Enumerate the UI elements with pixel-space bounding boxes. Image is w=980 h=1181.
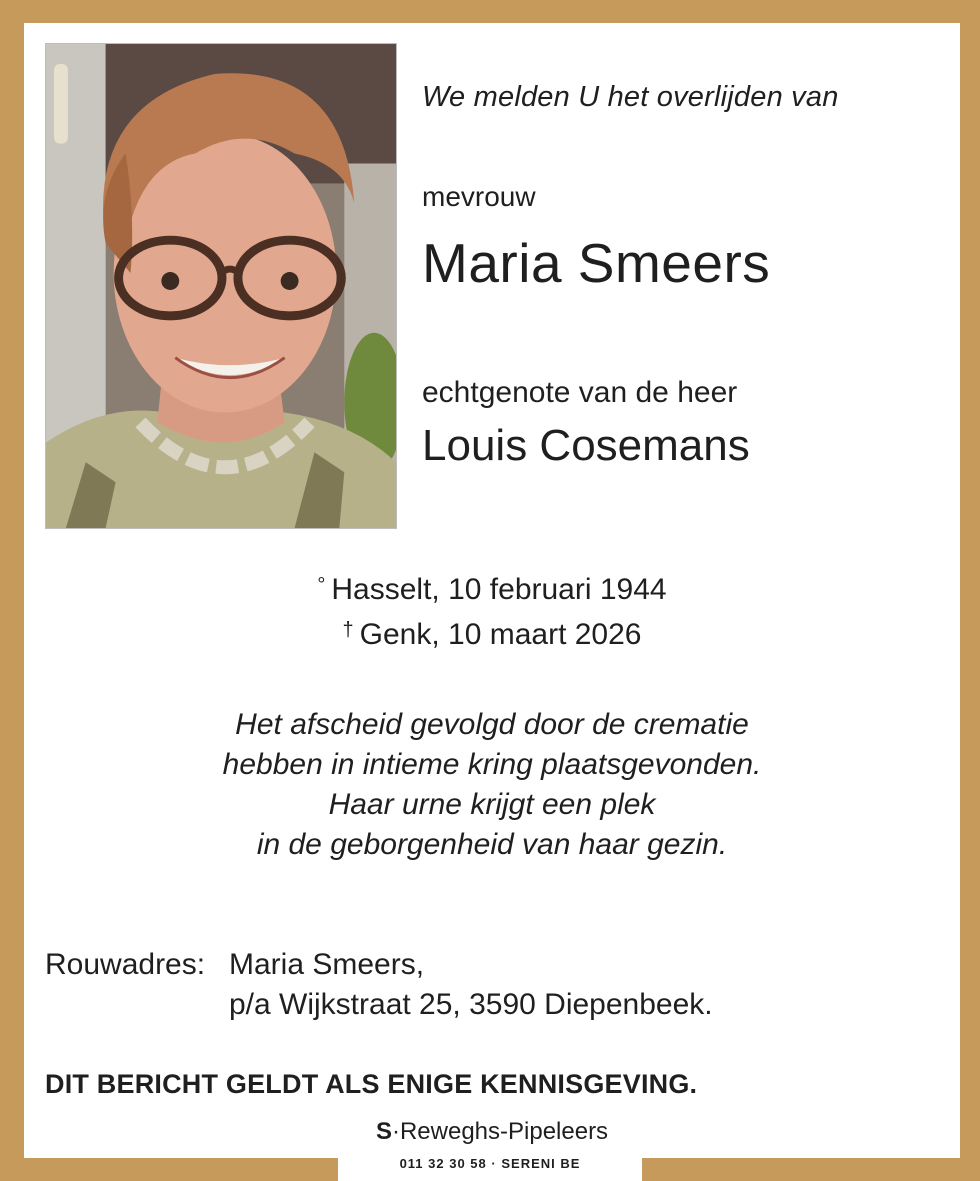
title-prefix: mevrouw: [422, 181, 536, 212]
portrait-image: [46, 44, 396, 528]
funeral-home-logo: S: [375, 1118, 392, 1145]
obituary-card: [24, 23, 960, 1158]
birth-date: Hasselt, 10 februari 1944: [331, 573, 667, 606]
address-label: Rouwadres:: [45, 948, 206, 981]
spouse-name: Louis Cosemans: [422, 421, 750, 470]
contact-separator: ·: [491, 1156, 497, 1171]
message-line: Haar urne krijgt een plek: [328, 788, 656, 821]
address-line-2: p/a Wijkstraat 25, 3590 Diepenbeek.: [229, 988, 713, 1021]
message-line: hebben in intieme kring plaatsgevonden.: [222, 748, 762, 781]
death-symbol: †: [342, 619, 354, 641]
death-line: [24, 610, 960, 655]
spouse-intro: echtgenote van de heer: [422, 376, 738, 409]
message-line: Het afscheid gevolgd door de crematie: [235, 708, 749, 741]
birth-line: [24, 565, 960, 610]
birth-symbol: °: [317, 574, 326, 596]
phone-number: 011 32 30 58: [399, 1156, 487, 1171]
message-line: in de geborgenheid van haar gezin.: [256, 828, 728, 861]
death-date: Genk, 10 maart 2026: [359, 618, 642, 651]
notice-text: DIT BERICHT GELDT ALS ENIGE KENNISGEVING.: [45, 1069, 698, 1099]
funeral-home-label: Reweghs-Pipeleers: [399, 1118, 609, 1145]
funeral-home-name: [24, 1118, 960, 1146]
dates-block: [24, 565, 960, 655]
address-line-1: Maria Smeers,: [229, 948, 425, 981]
funeral-home-separator: ·: [391, 1118, 400, 1145]
deceased-name: Maria Smeers: [422, 232, 771, 294]
brand-name: SERENI BE: [501, 1156, 581, 1171]
portrait-photo: [45, 43, 397, 529]
announcement-intro: We melden U het overlijden van: [422, 81, 839, 113]
message-block: [24, 705, 960, 865]
funeral-home-contact: [338, 1156, 642, 1171]
